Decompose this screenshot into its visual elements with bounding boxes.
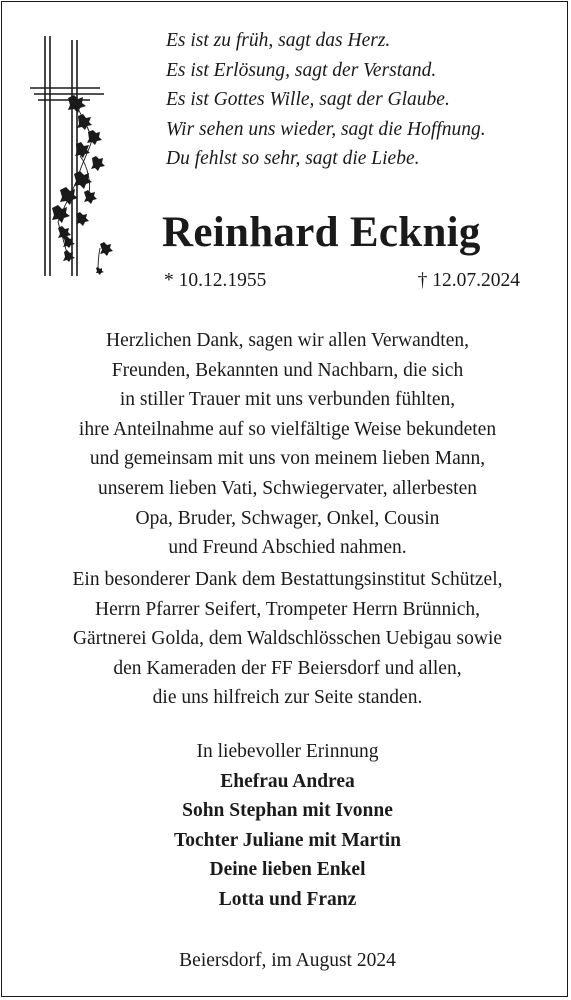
poem-line: Wir sehen uns wieder, sagt die Hoffnung. xyxy=(166,118,486,140)
thanks-paragraph xyxy=(2,326,571,563)
place-date: Beiersdorf, im August 2024 xyxy=(179,950,396,971)
life-dates xyxy=(164,270,520,292)
family-member: Tochter Juliane mit Martin xyxy=(174,829,401,851)
thanks-line: in stiller Trauer mit uns verbunden fühlten, xyxy=(119,389,456,411)
deceased-name: Reinhard Ecknig xyxy=(162,209,481,256)
death-date: † 12.07.2024 xyxy=(417,270,520,291)
thanks-line: und Freund Abschied nahmen. xyxy=(168,537,407,559)
thanks-line: Herzlichen Dank, sagen wir allen Verwandten, xyxy=(106,330,469,351)
poem-line: Du fehlst so sehr, sagt die Liebe. xyxy=(166,148,420,170)
poem-line: Es ist Gottes Wille, sagt der Glaube. xyxy=(166,89,450,111)
family-member: Ehefrau Andrea xyxy=(220,770,355,792)
remembrance-line: In liebevoller Erinnung xyxy=(196,741,379,762)
thanks-line: Freunden, Bekannten und Nachbarn, die sich xyxy=(111,359,464,381)
cross-with-ivy-icon xyxy=(30,36,120,276)
family-member: Deine lieben Enkel xyxy=(209,859,366,881)
special-thanks-line: den Kameraden der FF Beiersdorf und allen, xyxy=(113,657,462,679)
special-thanks-line: Ein besonderer Dank dem Bestattungsinstitut Schützel, xyxy=(72,569,503,590)
thanks-line: ihre Anteilnahme auf so vielfältige Weise bekundeten xyxy=(78,418,497,440)
birth-date: * 10.12.1955 xyxy=(164,270,267,291)
family-member: Lotta und Franz xyxy=(218,888,357,910)
thanks-line: und gemeinsam mit uns von meinem lieben Mann, xyxy=(89,448,486,470)
special-thanks-paragraph xyxy=(2,565,571,713)
poem xyxy=(166,26,556,174)
thanks-line: Opa, Bruder, Schwager, Onkel, Cousin xyxy=(135,507,440,529)
obituary-card xyxy=(1,1,568,997)
thanks-line: unserem lieben Vati, Schwiegervater, allerbesten xyxy=(98,477,477,499)
poem-line: Es ist Erlösung, sagt der Verstand. xyxy=(166,59,437,81)
special-thanks-line: Gärtnerei Golda, dem Waldschlösschen Uebigau sowie xyxy=(72,628,503,650)
poem-line: Es ist zu früh, sagt das Herz. xyxy=(166,30,391,51)
family-signature xyxy=(2,737,571,915)
family-member: Sohn Stephan mit Ivonne xyxy=(182,800,393,822)
special-thanks-line: die uns hilfreich zur Seite standen. xyxy=(152,687,423,709)
special-thanks-line: Herrn Pfarrer Seifert, Trompeter Herrn Brünnich, xyxy=(94,598,480,620)
